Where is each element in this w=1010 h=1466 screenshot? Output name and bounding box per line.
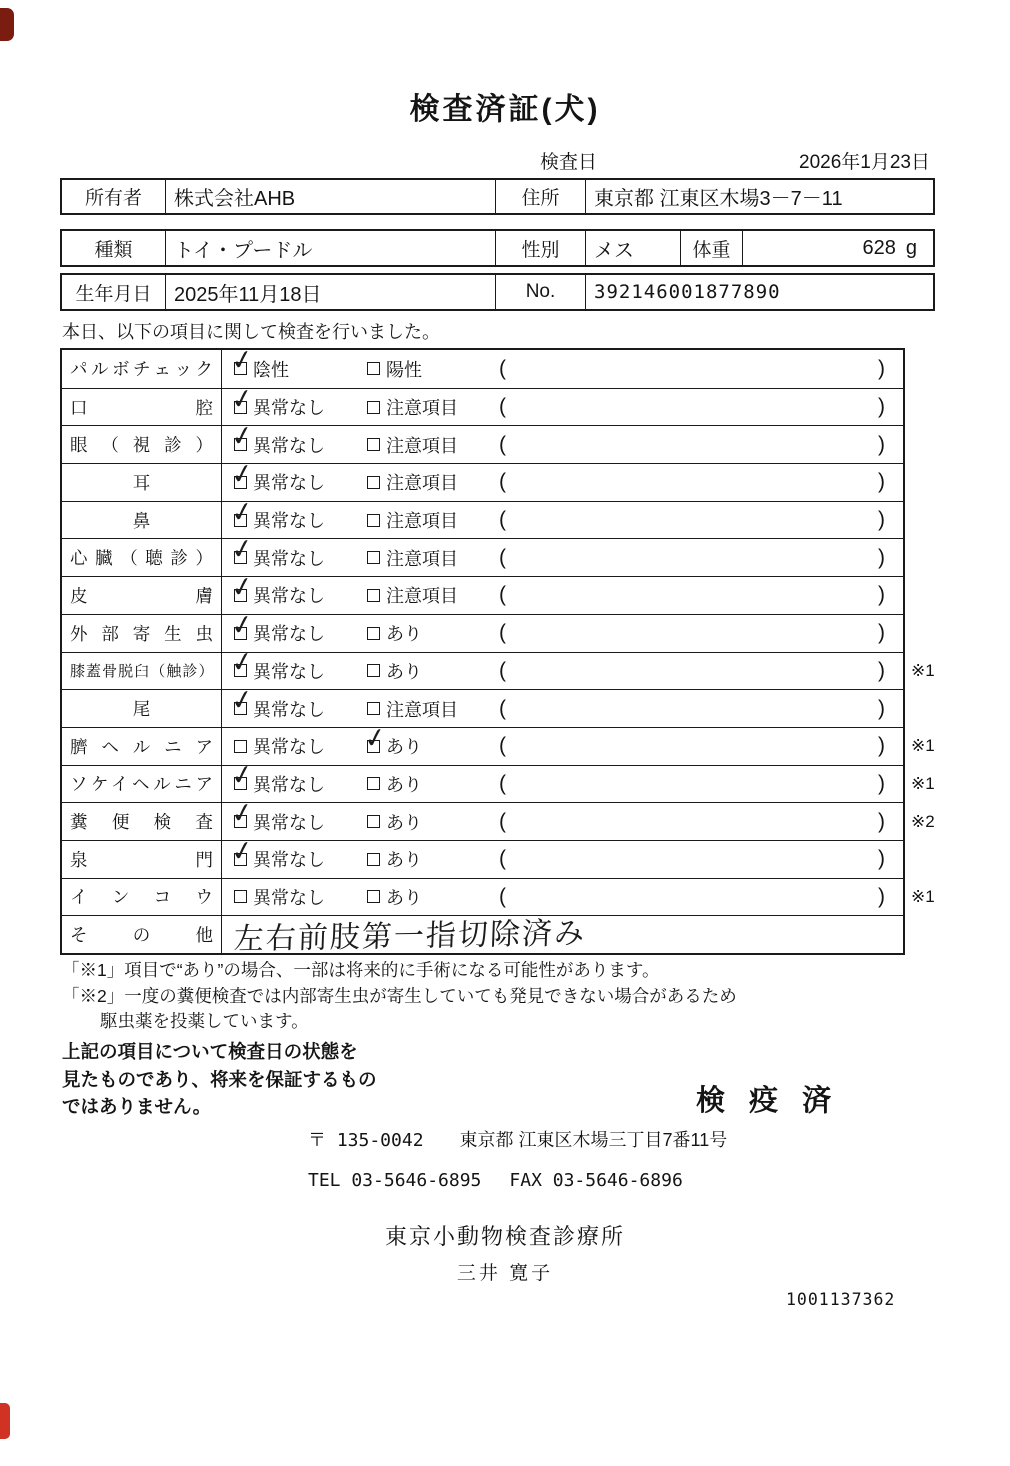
blank-remarks-parens: ( ) — [499, 508, 885, 532]
checkbox-option — [234, 469, 367, 495]
checklist-row-content — [222, 577, 903, 614]
checkbox-option — [367, 432, 458, 458]
checklist-row-label: 口腔 — [62, 389, 222, 426]
blank-remarks-parens: ( ) — [499, 356, 885, 380]
breed-label: 種類 — [94, 239, 133, 261]
checked-checkbox-icon — [367, 740, 380, 753]
clinic-address: 東京都 江東区木場三丁目7番11号 — [459, 1130, 728, 1150]
checkbox-option — [234, 696, 367, 722]
checklist-row-content — [222, 690, 903, 727]
blank-remarks-parens: ( ) — [499, 847, 885, 871]
checkbox-option-label: 注意項目 — [386, 435, 458, 456]
birthdate-value: 2025年11月18日 — [165, 275, 495, 309]
checkbox-option — [367, 696, 458, 722]
pet-info-table-row1 — [60, 229, 935, 267]
checkbox-option-label: 異常なし — [253, 398, 325, 419]
checked-checkbox-icon — [234, 362, 247, 375]
footnote-2-continued: 駆虫薬を投薬しています。 — [100, 1011, 309, 1031]
checkbox-option-label: 異常なし — [253, 586, 325, 607]
checklist-row-content — [222, 728, 903, 765]
checklist-row — [62, 576, 903, 614]
checkbox-option — [367, 884, 422, 910]
address-label: 住所 — [495, 180, 585, 213]
checkbox-option-label: 異常なし — [253, 624, 325, 645]
empty-checkbox-icon — [367, 853, 380, 866]
checkbox-option-label: 異常なし — [253, 812, 325, 833]
checkbox-option — [367, 620, 422, 646]
checkbox-option — [234, 545, 367, 571]
checklist-row-label: 泉門 — [62, 841, 222, 878]
checkbox-option — [234, 733, 367, 759]
weight-unit: g — [905, 236, 917, 259]
empty-checkbox-icon — [367, 551, 380, 564]
checked-checkbox-icon — [234, 702, 247, 715]
checkbox-option-label: あり — [386, 812, 422, 833]
owner-label: 所有者 — [84, 188, 142, 209]
checklist-row — [62, 501, 903, 539]
checkbox-option — [367, 809, 422, 835]
checklist-row-content — [222, 916, 903, 956]
checklist-row-content — [222, 539, 903, 576]
document-title: 検査済証(犬) — [409, 93, 601, 126]
checkbox-option — [367, 771, 422, 797]
sex-label: 性別 — [495, 231, 585, 265]
empty-checkbox-icon — [234, 740, 247, 753]
checkbox-option-label: あり — [386, 661, 422, 682]
checklist-row — [62, 689, 903, 727]
checkbox-option-label: あり — [386, 774, 422, 795]
checkbox-option-label: あり — [386, 737, 422, 758]
checklist-row-label: 外部寄生虫 — [62, 615, 222, 652]
checklist-row — [62, 614, 903, 652]
checkbox-option — [367, 658, 422, 684]
checkbox-option-label: 異常なし — [253, 850, 325, 871]
checkbox-option — [367, 545, 458, 571]
checklist-row-content — [222, 350, 903, 388]
clinic-fax: FAX 03-5646-6896 — [509, 1170, 683, 1191]
checkbox-option-label: 陽性 — [386, 359, 422, 380]
checklist-row-content — [222, 615, 903, 652]
checklist-row-content — [222, 426, 903, 463]
footnote-mark: ※1 — [911, 736, 935, 756]
checklist-row-content — [222, 389, 903, 426]
checklist-row-label: 臍ヘルニア — [62, 728, 222, 765]
weight-value-cell — [742, 231, 933, 265]
footnote-2: 「※2」一度の糞便検査では内部寄生虫が寄生していても発見できない場合があるため — [62, 986, 737, 1006]
blank-remarks-parens: ( ) — [499, 545, 885, 569]
checkbox-option — [367, 733, 422, 759]
checklist-row-label: 心臓（聴診） — [62, 539, 222, 576]
checked-checkbox-icon — [234, 514, 247, 527]
checkbox-option — [234, 356, 367, 382]
owner-value: 株式会社AHB — [165, 180, 495, 213]
empty-checkbox-icon — [367, 438, 380, 451]
blank-remarks-parens: ( ) — [499, 884, 885, 908]
address-value: 東京都 江東区木場3－7－11 — [585, 180, 933, 213]
checkbox-option-label: 異常なし — [253, 435, 325, 456]
footnote-mark: ※1 — [911, 660, 935, 680]
checklist-row-content — [222, 653, 903, 690]
checkbox-option-label: あり — [386, 850, 422, 871]
clinic-name: 東京小動物検査診療所 — [384, 1224, 625, 1249]
disclaimer-line-3: ではありません。 — [62, 1096, 212, 1117]
checkbox-option — [234, 507, 367, 533]
checkbox-option — [234, 658, 367, 684]
checkbox-option-label: 注意項目 — [386, 548, 458, 569]
blank-remarks-parens: ( ) — [499, 470, 885, 494]
checked-checkbox-icon — [234, 664, 247, 677]
empty-checkbox-icon — [367, 890, 380, 903]
checklist-row-content — [222, 803, 903, 840]
clinic-address-row — [308, 1126, 727, 1152]
checklist-row-content — [222, 502, 903, 539]
checkbox-option — [234, 809, 367, 835]
checklist-row — [62, 538, 903, 576]
checklist-row-label: 鼻 — [62, 502, 222, 539]
serial-number: 1001137362 — [786, 1290, 896, 1309]
blank-remarks-parens: ( ) — [499, 809, 885, 833]
checklist-row — [62, 388, 903, 426]
weight-value: 628 — [862, 236, 896, 259]
disclaimer-line-2: 見たものであり、将来を保証するもの — [62, 1068, 377, 1090]
number-label: No. — [495, 275, 585, 309]
pet-info-table-row2 — [60, 273, 935, 311]
footnote-mark: ※2 — [911, 811, 935, 831]
checked-checkbox-icon — [234, 551, 247, 564]
checkbox-option-label: 注意項目 — [386, 586, 458, 607]
clinic-tel: TEL 03-5646-6895 — [308, 1170, 482, 1191]
breed-value: トイ・プードル — [165, 231, 495, 265]
checkbox-option — [234, 582, 367, 608]
blank-remarks-parens: ( ) — [499, 696, 885, 720]
empty-checkbox-icon — [367, 702, 380, 715]
clinic-phone-row — [308, 1170, 683, 1191]
examiner-name: 三井 寛子 — [456, 1263, 554, 1284]
blank-remarks-parens: ( ) — [499, 583, 885, 607]
intro-text: 本日、以下の項目に関して検査を行いました。 — [62, 322, 440, 342]
disclaimer-line-1: 上記の項目について検査日の状態を — [62, 1041, 358, 1062]
checkbox-option — [234, 846, 367, 872]
checklist-row — [62, 652, 935, 690]
checklist-row-label: 尾 — [62, 690, 222, 727]
checklist-row — [62, 350, 903, 388]
blank-remarks-parens: ( ) — [499, 771, 885, 795]
checkbox-option-label: 注意項目 — [386, 398, 458, 419]
checked-checkbox-icon — [234, 627, 247, 640]
empty-checkbox-icon — [367, 476, 380, 489]
checklist-row-label: 糞便検査 — [62, 803, 222, 840]
checked-checkbox-icon — [234, 853, 247, 866]
checklist-table — [60, 348, 935, 956]
empty-checkbox-icon — [367, 777, 380, 790]
checkbox-option — [234, 771, 367, 797]
checkbox-option-label: 異常なし — [253, 774, 325, 795]
empty-checkbox-icon — [367, 514, 380, 527]
birthdate-label: 生年月日 — [75, 283, 152, 305]
inspection-date-label: 検査日 — [540, 152, 598, 173]
owner-table — [60, 178, 935, 215]
empty-checkbox-icon — [367, 589, 380, 602]
checklist-row — [62, 425, 903, 463]
checklist-row-content — [222, 464, 903, 501]
checked-checkbox-icon — [234, 438, 247, 451]
checklist-row-label: その他 — [62, 916, 222, 953]
empty-checkbox-icon — [367, 362, 380, 375]
empty-checkbox-icon — [367, 401, 380, 414]
checkbox-option — [367, 582, 458, 608]
inspection-date-value: 2026年1月23日 — [799, 152, 930, 173]
checkbox-option — [234, 432, 367, 458]
empty-checkbox-icon — [367, 627, 380, 640]
checkbox-option — [234, 884, 367, 910]
sex-value: メス — [585, 231, 680, 265]
handwritten-note: 左右前肢第一指切除済み — [233, 916, 587, 956]
scan-artifact-bottom-icon — [0, 1403, 10, 1439]
checkbox-option — [367, 846, 422, 872]
checklist-row-label: インコウ — [62, 879, 222, 916]
checkbox-option-label: あり — [386, 887, 422, 908]
checkbox-option-label: 陰性 — [253, 359, 289, 380]
checkbox-option-label: 注意項目 — [386, 699, 458, 720]
checked-checkbox-icon — [234, 815, 247, 828]
checkbox-option — [234, 394, 367, 420]
checklist-row-label: 膝蓋骨脱臼（触診） — [62, 653, 222, 690]
checkbox-option — [234, 620, 367, 646]
checkbox-option-label: 注意項目 — [386, 511, 458, 532]
checklist-row-label: ソケイヘルニア — [62, 766, 222, 803]
blank-remarks-parens: ( ) — [499, 395, 885, 419]
checkbox-option-label: 異常なし — [253, 699, 325, 720]
blank-remarks-parens: ( ) — [499, 432, 885, 456]
blank-remarks-parens: ( ) — [499, 658, 885, 682]
checklist-row-label: パルボチェック — [62, 350, 222, 388]
checkbox-option — [367, 507, 458, 533]
empty-checkbox-icon — [367, 815, 380, 828]
checked-checkbox-icon — [234, 401, 247, 414]
checkbox-option-label: 異常なし — [253, 737, 325, 758]
checkbox-option — [367, 394, 458, 420]
checkbox-option-label: 異常なし — [253, 473, 325, 494]
checklist-row-content — [222, 766, 903, 803]
disclaimer-text — [62, 1038, 377, 1121]
checkbox-option — [367, 356, 422, 382]
scan-artifact-top-icon — [0, 8, 14, 41]
checklist-row-content — [222, 841, 903, 878]
checklist-row — [62, 463, 903, 501]
checked-checkbox-icon — [234, 777, 247, 790]
checklist-row-label: 耳 — [62, 464, 222, 501]
empty-checkbox-icon — [234, 890, 247, 903]
checkbox-option — [367, 469, 458, 495]
checkbox-option-label: 異常なし — [253, 887, 325, 908]
checklist-row — [62, 802, 935, 840]
blank-remarks-parens: ( ) — [499, 734, 885, 758]
checkbox-option-label: 異常なし — [253, 548, 325, 569]
checked-checkbox-icon — [234, 476, 247, 489]
checkbox-option-label: 注意項目 — [386, 473, 458, 494]
checklist-row-label: 皮膚 — [62, 577, 222, 614]
footnote-mark: ※1 — [911, 773, 935, 793]
checklist-row — [62, 915, 903, 956]
checkbox-option-label: 異常なし — [253, 511, 325, 532]
checked-checkbox-icon — [234, 589, 247, 602]
quarantine-stamp: 検 疫 済 — [696, 1085, 840, 1117]
footnote-1: 「※1」項目で“あり”の場合、一部は将来的に手術になる可能性があります。 — [62, 960, 660, 980]
number-value: 392146001877890 — [585, 275, 933, 309]
checkbox-option-label: 異常なし — [253, 661, 325, 682]
checklist-row — [62, 840, 903, 878]
inspection-date-row — [540, 147, 930, 174]
empty-checkbox-icon — [367, 664, 380, 677]
weight-label: 体重 — [680, 231, 742, 265]
checklist-row — [62, 765, 935, 803]
checkbox-option-label: あり — [386, 624, 422, 645]
footnote-mark: ※1 — [911, 886, 935, 906]
checklist-row — [62, 727, 935, 765]
postal-code: 〒 135-0042 — [308, 1130, 424, 1151]
checklist-row-label: 眼（視診） — [62, 426, 222, 463]
blank-remarks-parens: ( ) — [499, 621, 885, 645]
